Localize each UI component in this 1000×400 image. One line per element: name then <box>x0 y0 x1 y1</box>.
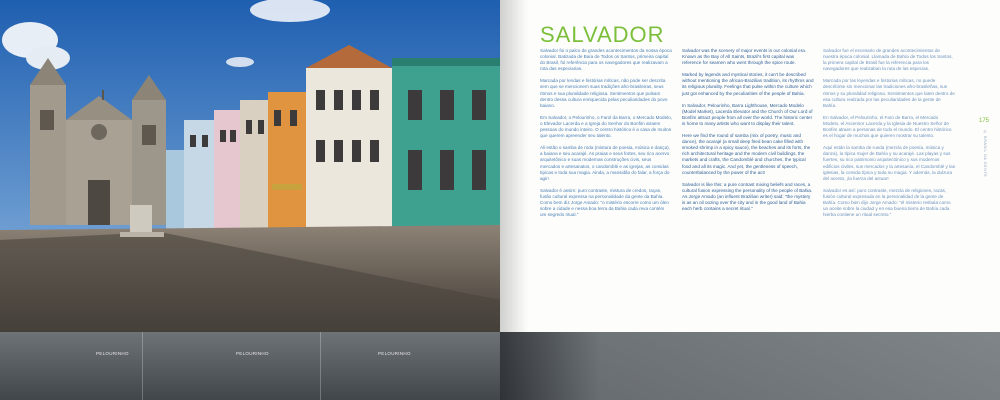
paragraph: Here we find the round of samba (mix of poetry, music and dance), the acarajé (a small deep fried bean cake filled with smoked shrimp in a spicy sauce), the beaches and its forts, the rich architectural heritage and the modern civil buildings, the markets and crafts, the Candomblé and churches, the typical food and all its magic. And yet, the gentleness of speech, counterbalanced by the power of the act! <box>682 133 811 175</box>
paragraph: Salvador was the scenery of major events in our colonial era. Known as the Bay of All Saints, Brazil's first capital was reference for seamen who went through the spice route. <box>682 48 807 66</box>
bottom-strip-right <box>500 332 1000 400</box>
paragraph: Em Salvador, o Pelourinho, o Farol da Barra, o Mercado Modelo, o Elevador Lacerda e a Igreja do Senhor do Bonfim atraem pessoas do mundo inteiro. O centro histórico é a casa de muitos que querem apreender seu talento. <box>540 114 673 139</box>
paragraph: Ali estão o samba de roda (mistura de poesia, música e dança), a baiana e seu acarajé. As praias e seus fortes, seu rico acervo arquitetônico e suas modernas construções civis, seus mercados e artesanatos, o candomblé e as igrejas, as comidas típicas e toda sua magia. Ainda, a mansidão do falar, a força do agir! <box>540 145 670 181</box>
paragraph: Salvador is like this: a pure contrast mixing beliefs and races, a cultural fusion expressing the personality of the people of Bahia. As Jorge Amado (an influent Brazilian writer) said: "the mystery is as an oil oozing over the city and in the good land of Bahia each herb contains a secret ritual." <box>682 181 813 212</box>
strip-caption: PELOURINHO <box>378 351 411 356</box>
english-column <box>682 48 814 218</box>
paragraph: Salvador é assim: puro contraste, mistura de credos, raças, fusão cultural expressa na personalidade da gente da Bahia. Como bem diz Jorge Amado: "o mistério escorre como um óleo sobre a cidade e nessa boa terra da Bahia cada reva contém um segredo ritual." <box>540 187 669 218</box>
portuguese-column <box>540 48 672 224</box>
pelourinho-photo <box>0 0 500 332</box>
paragraph: Salvador es así: puro contraste, mezcla de religiones, razas, fusión cultural expresada en la personalidad de la gente de Bahía. Como bien dijo Jorge Amado: "el misterio resbala como un aceite sobre la ciudad y en esa buena tierra de Bahía cada hierba contiene un ritual secreto." <box>823 187 951 218</box>
strip-caption: PELOURINHO <box>236 351 269 356</box>
page-title: SALVADOR <box>540 22 665 47</box>
paragraph: Aquí están la samba de rueda (mezcla de poesía, música y danza), la típica mujer de Bahía y su acarajé. Las playas y sus fuertes, su rico patrimonio arquitectónico y sus modernos edificios civiles, sus mercados y la artesanía, el Candomblé y las iglesias, la comida típica y toda su magia. Y además, la dulzura del acento, ¡la fuerza del actuar! <box>823 145 956 181</box>
paragraph: Marcada por las leyendas e historias míticas, no puede describirse sin mencionar las tradiciones afro-brasileñas, sus ritmos y su pluralidad religiosa. Sentimientos que laten dentro de esa cultura realzada por las peculiaridades de la gente de Bahía. <box>823 78 955 108</box>
photo-spread <box>0 0 500 332</box>
pelourinho-illustration <box>0 0 500 332</box>
paragraph: En Salvador, el Pelourinho, el Faro de Barra, el Mercado Modelo, el Ascensor Lacerda y la Iglesia de Nuestro Señor de Bonfim atraen a personas de todo el mundo. El centro histórico es el hogar de muchos que quieren mostrar su talento. <box>823 114 952 139</box>
paragraph: Salvador fue el escenario de grandes acontecimientos de nuestra época colonial. Llamada de Bahía de Todos los Santos, la primera capital de Brasil fue la referencia para los navegadores que realizaban la ruta de las especias. <box>823 48 953 72</box>
paragraph: Marcada por lendas e histórias míticas, não pode ser descrita sem que se mencionem suas tradições afro-brasileiras, seus ritmos e sua pluralidade religiosa. Sentimentos que pulsam dentro dessa cultura enriquecida pelas peculiaridades do povo baiano. <box>540 78 668 108</box>
strip-divider <box>142 332 143 400</box>
paragraph: In Salvador, Pelourinho, Barra Lighthouse, Mercado Modelo (Model Market), Lacerda Elevator and the Church of Our Lord of Bonfim attract people from all over the world. The historic center is home to many artists who want to display their talent. <box>682 102 813 126</box>
page-number: 175 <box>979 118 990 124</box>
strip-caption: PELOURINHO <box>96 351 129 356</box>
strip-divider <box>320 332 321 400</box>
side-credit: © BRASIL DA GENTE <box>983 130 987 178</box>
paragraph: Marked by legends and mystical stories, it can't be described without mentioning the african-Brazilian tradition, its rhythms and its religious plurality. Feelings that pulse within the culture which just got enhanced by the peculiarities of the people of Bahia. <box>682 72 814 96</box>
paragraph: Salvador foi o palco de grandes acontecimentos da nossa época colonial. Batizada de Baía de Todos os Santos, primeira capital do Brasil, foi referência para os navegadores que realizavam a rota das especiarias. <box>540 48 672 72</box>
spanish-column <box>823 48 955 224</box>
